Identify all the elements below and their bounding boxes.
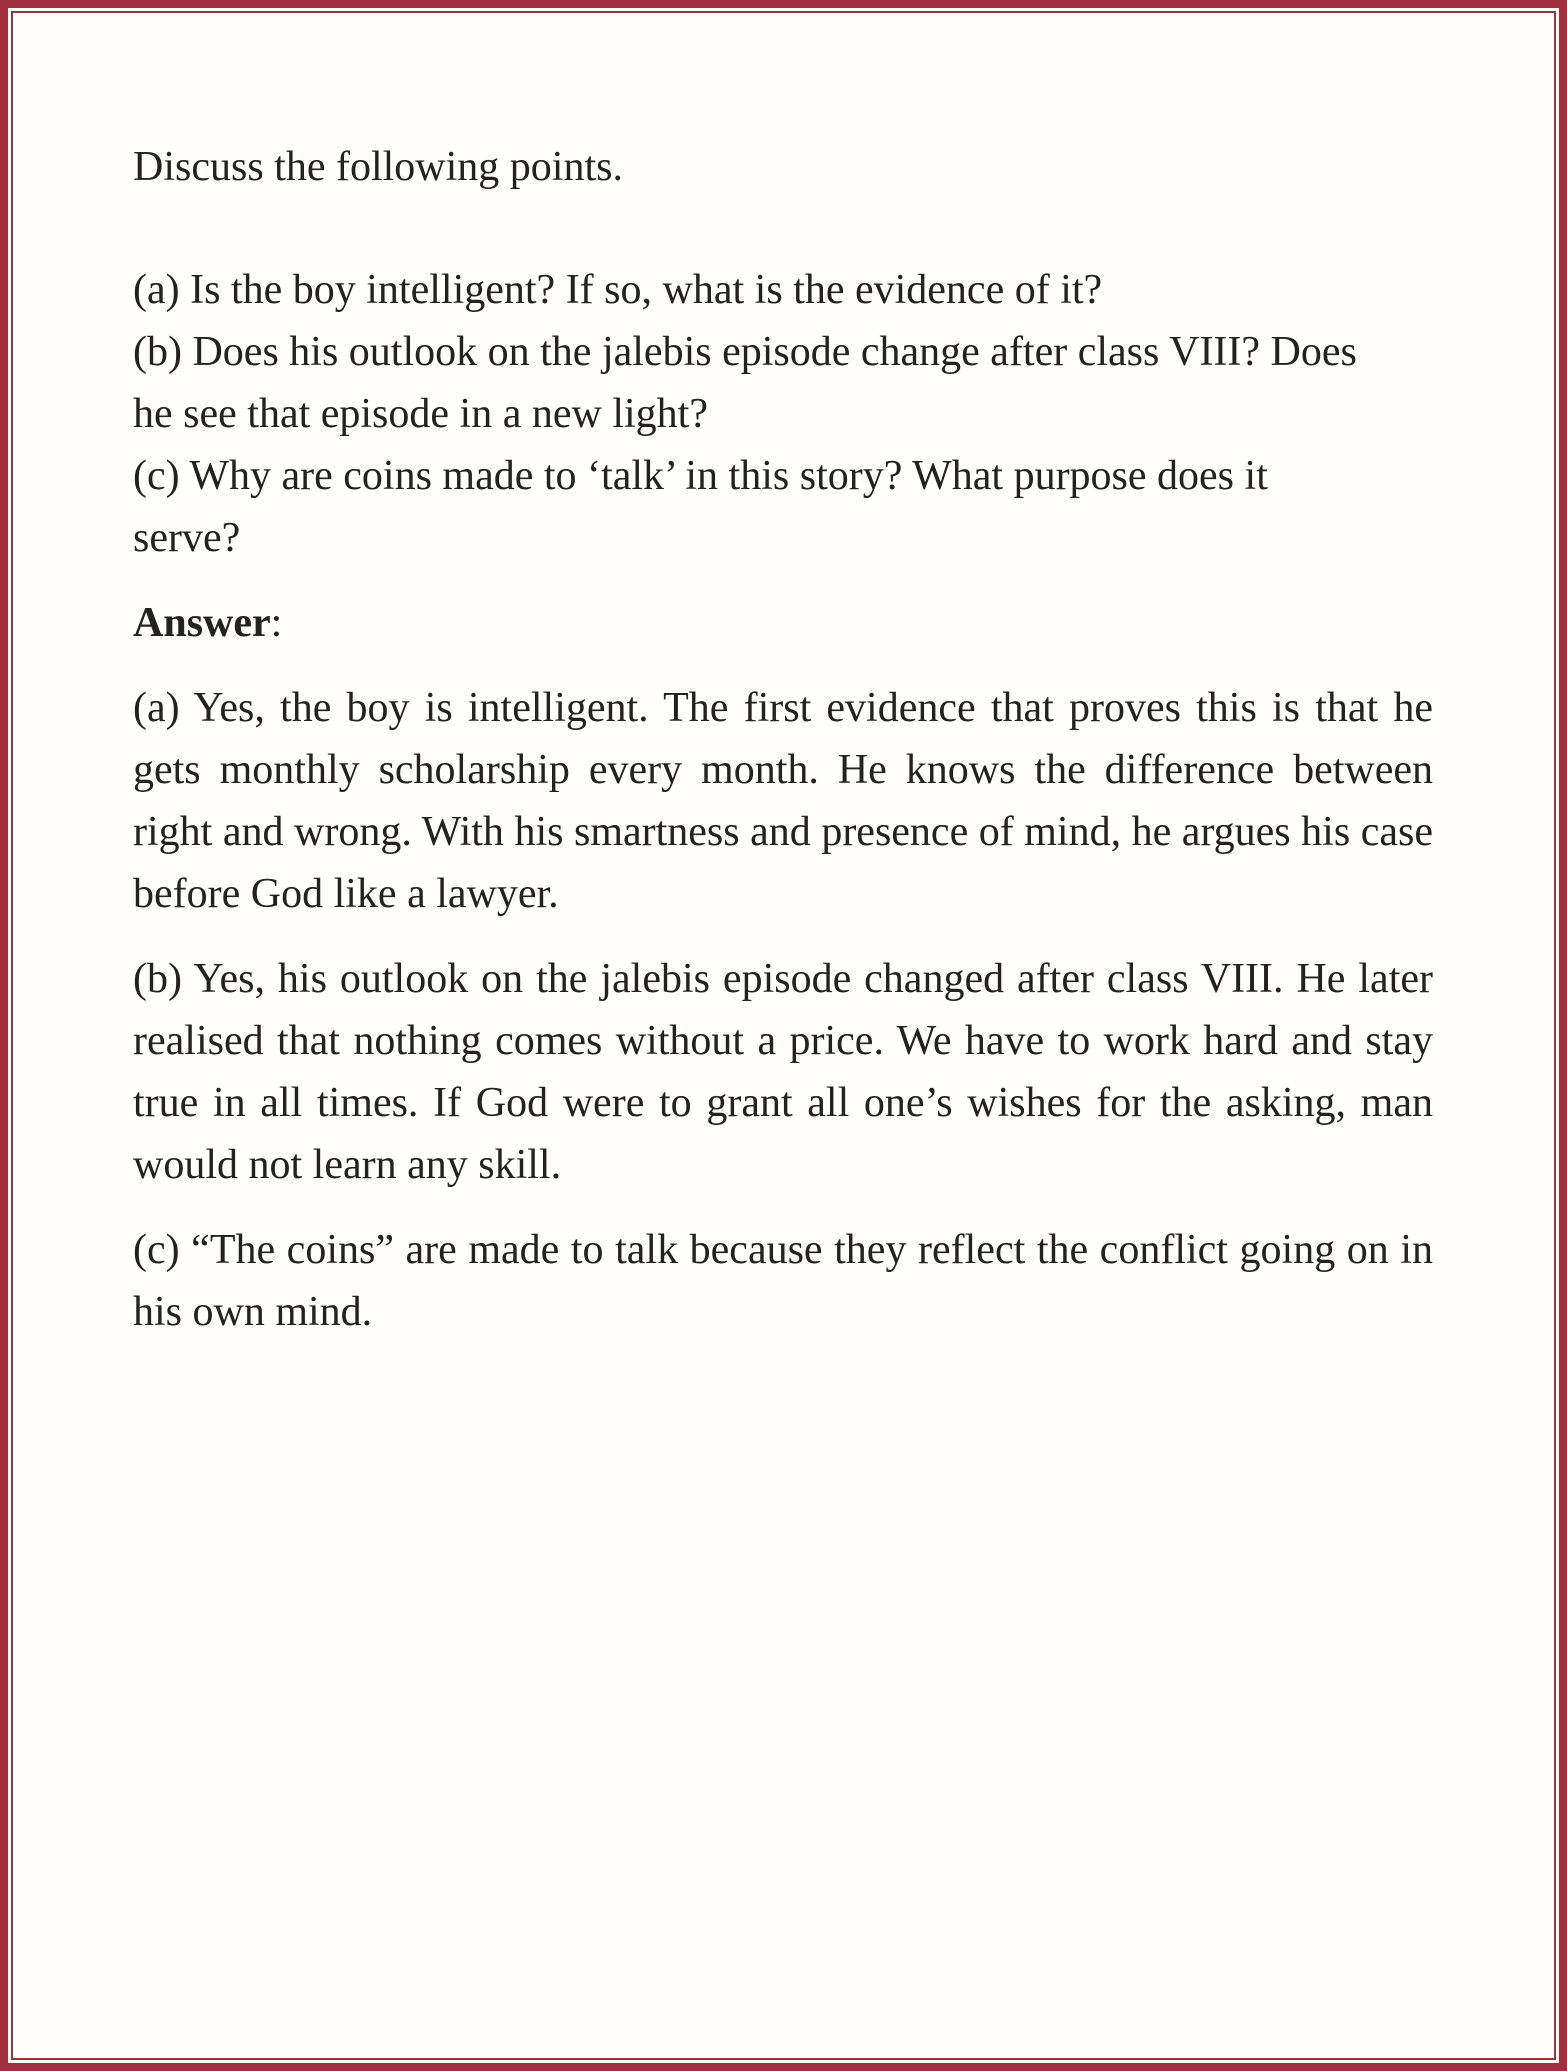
question-b: (b) Does his outlook on the jalebis episode change after class VIII? Does he see that episode in a new light? bbox=[133, 329, 1357, 437]
answer-colon: : bbox=[270, 600, 283, 646]
question-c: (c) Why are coins made to ‘talk’ in this story? What purpose does it serve? bbox=[133, 453, 1268, 561]
section-heading: Discuss the following points. bbox=[133, 144, 623, 190]
answer-label-text: Answer bbox=[133, 600, 271, 646]
question-list bbox=[133, 259, 1433, 569]
answer-a: (a) Yes, the boy is intelligent. The first evidence that proves this is that he gets monthly scholarship every month. He knows the difference between right and wrong. With his smartness and presence of mind, he argues his case before God like a lawyer. bbox=[133, 685, 1433, 917]
answer-c: (c) “The coins” are made to talk because they reflect the conflict going on in his own mind. bbox=[133, 1227, 1433, 1335]
question-a: (a) Is the boy intelligent? If so, what is the evidence of it? bbox=[133, 267, 1103, 313]
answer-b: (b) Yes, his outlook on the jalebis episode changed after class VIII. He later realised that nothing comes without a price. We have to work hard and stay true in all times. If God were to grant all one’s wishes for the asking, man would not learn any skill. bbox=[133, 956, 1433, 1188]
document-content bbox=[133, 136, 1433, 1366]
answer-label bbox=[133, 592, 1433, 654]
